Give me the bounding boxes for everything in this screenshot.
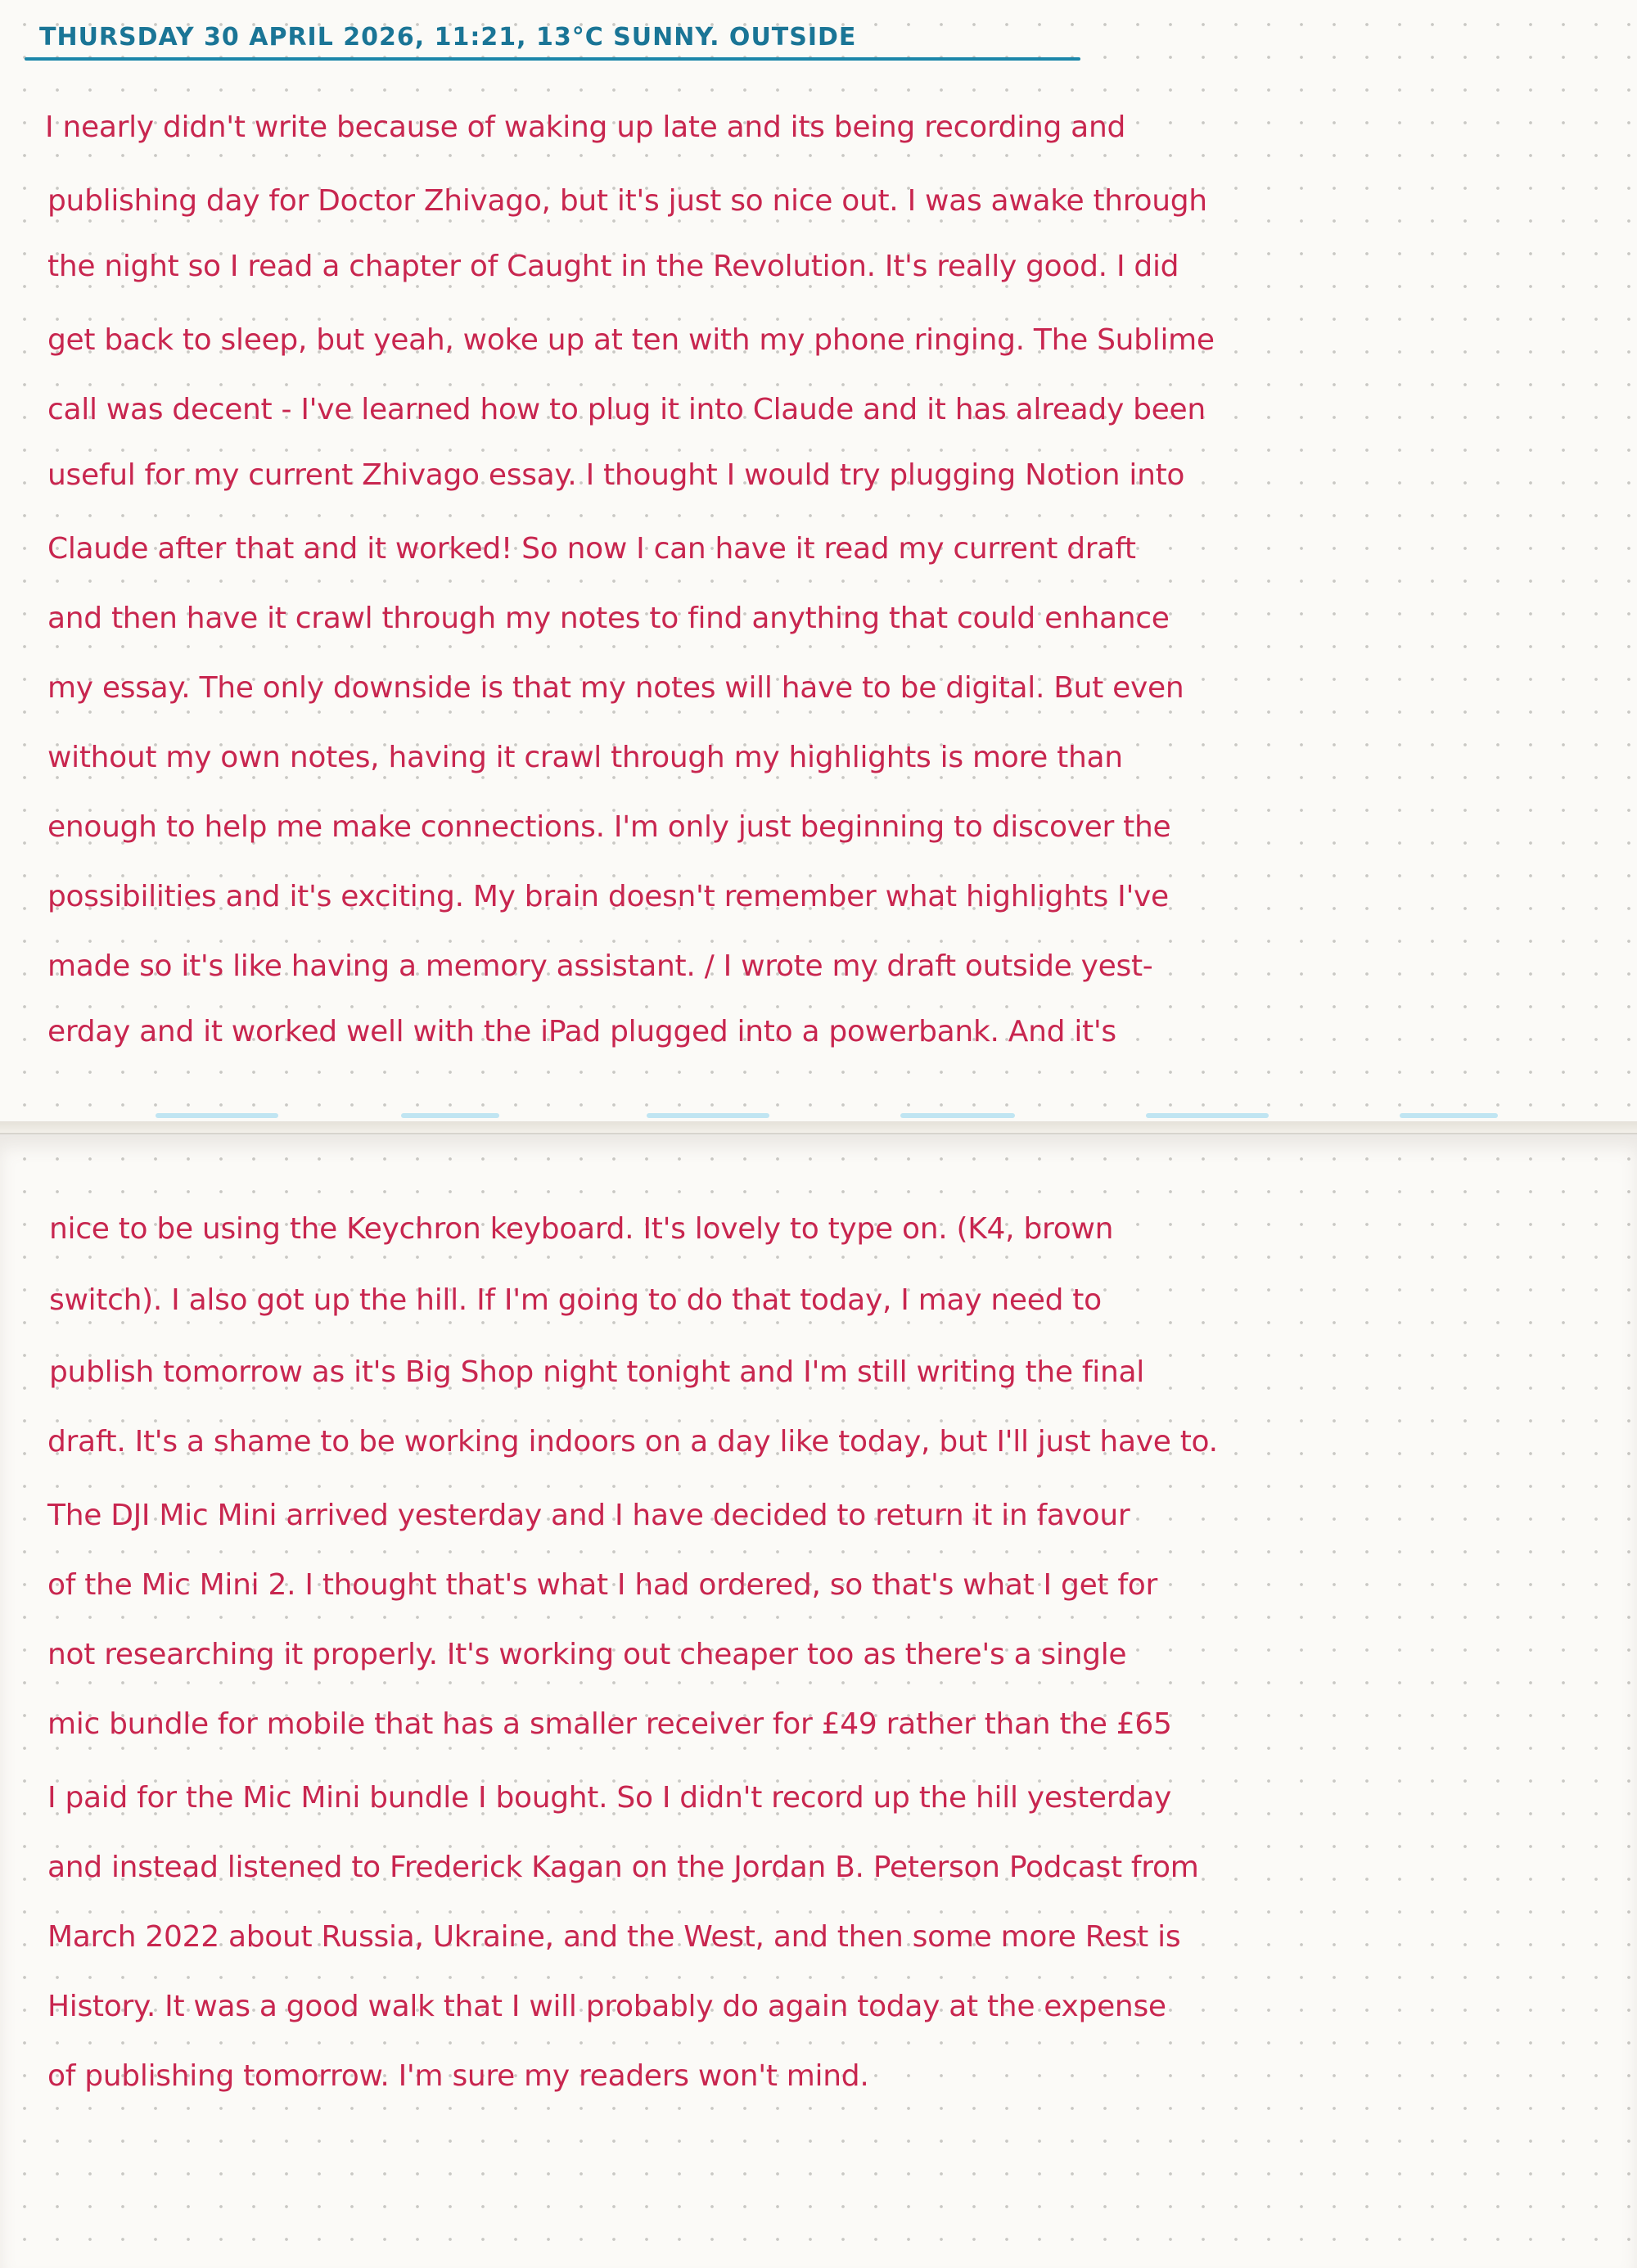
entry-line: erday and it worked well with the iPad plugged into a powerbank. And it's bbox=[47, 1015, 1116, 1048]
entry-line: the night so I read a chapter of Caught in the Revolution. It's really good. I did bbox=[47, 250, 1179, 283]
entry-line: possibilities and it's exciting. My brain doesn't remember what highlights I've bbox=[47, 880, 1169, 913]
ink-bleed-mark bbox=[156, 1113, 278, 1118]
ink-bleed-mark bbox=[900, 1113, 1015, 1118]
entry-line: not researching it properly. It's working out cheaper too as there's a single bbox=[47, 1638, 1127, 1671]
entry-line: switch). I also got up the hill. If I'm going to do that today, I may need to bbox=[49, 1283, 1102, 1317]
entry-line: without my own notes, having it crawl through my highlights is more than bbox=[47, 741, 1123, 774]
entry-line: mic bundle for mobile that has a smaller receiver for £49 rather than the £65 bbox=[47, 1707, 1172, 1741]
entry-line: of the Mic Mini 2. I thought that's what I had ordered, so that's what I get for bbox=[47, 1568, 1157, 1602]
notebook-binding bbox=[0, 1121, 1637, 1133]
entry-line: and then have it crawl through my notes to find anything that could enhance bbox=[47, 602, 1170, 635]
entry-line: Claude after that and it worked! So now I can have it read my current draft bbox=[47, 532, 1136, 566]
notebook-page-bottom bbox=[0, 1133, 1637, 2268]
entry-line: call was decent - I've learned how to plug it into Claude and it has already been bbox=[47, 393, 1206, 426]
entry-line: nice to be using the Keychron keyboard. It's lovely to type on. (K4, brown bbox=[49, 1212, 1114, 1246]
entry-line: useful for my current Zhivago essay. I thought I would try plugging Notion into bbox=[47, 458, 1185, 492]
notebook-page-top bbox=[0, 0, 1637, 1123]
ink-bleed-mark bbox=[1146, 1113, 1269, 1118]
entry-line: enough to help me make connections. I'm only just beginning to discover the bbox=[47, 810, 1171, 844]
entry-line: get back to sleep, but yeah, woke up at ten with my phone ringing. The Sublime bbox=[47, 323, 1215, 357]
date-header: THURSDAY 30 APRIL 2026, 11:21, 13°C SUNNY. OUTSIDE bbox=[39, 23, 857, 52]
entry-line: made so it's like having a memory assistant. / I wrote my draft outside yest- bbox=[47, 949, 1153, 983]
ink-bleed-mark bbox=[401, 1113, 499, 1118]
entry-line: of publishing tomorrow. I'm sure my readers won't mind. bbox=[47, 2059, 869, 2093]
entry-line: I paid for the Mic Mini bundle I bought. So I didn't record up the hill yesterday bbox=[47, 1781, 1171, 1815]
entry-line: publish tomorrow as it's Big Shop night tonight and I'm still writing the final bbox=[49, 1355, 1144, 1389]
ink-bleed-mark bbox=[647, 1113, 769, 1118]
entry-line: I nearly didn't write because of waking up late and its being recording and bbox=[45, 110, 1126, 144]
entry-line: my essay. The only downside is that my notes will have to be digital. But even bbox=[47, 671, 1184, 705]
date-underline bbox=[25, 57, 1080, 61]
entry-line: publishing day for Doctor Zhivago, but it's just so nice out. I was awake through bbox=[47, 184, 1207, 218]
entry-line: draft. It's a shame to be working indoors on a day like today, but I'll just have to. bbox=[47, 1425, 1218, 1459]
entry-line: The DJI Mic Mini arrived yesterday and I have decided to return it in favour bbox=[47, 1499, 1130, 1532]
entry-line: March 2022 about Russia, Ukraine, and the West, and then some more Rest is bbox=[47, 1920, 1181, 1954]
ink-bleed-mark bbox=[1400, 1113, 1498, 1118]
entry-line: History. It was a good walk that I will probably do again today at the expense bbox=[47, 1990, 1166, 2023]
entry-line: and instead listened to Frederick Kagan on the Jordan B. Peterson Podcast from bbox=[47, 1851, 1199, 1884]
